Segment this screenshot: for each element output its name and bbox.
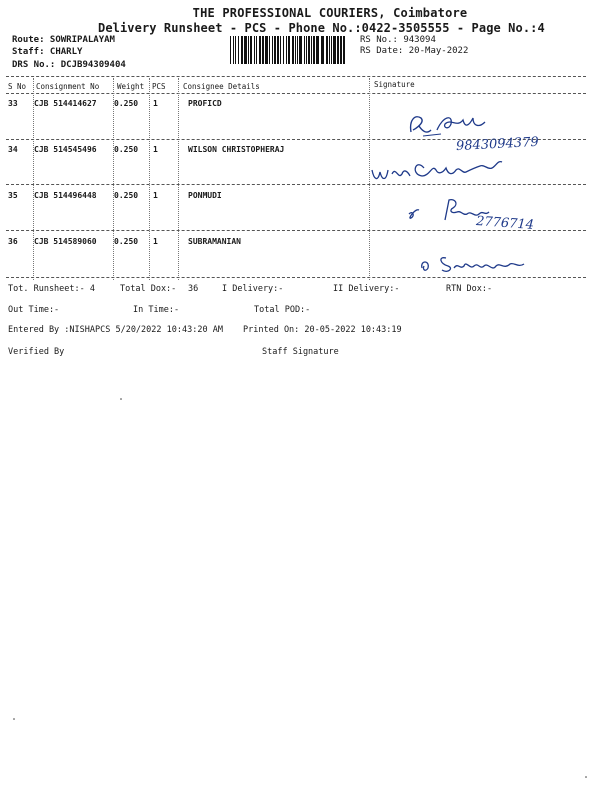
row-consignment: CJB 514496448 [34,191,97,200]
row-consignee: WILSON CHRISTOPHERAJ [188,145,285,154]
barcode-bar [308,36,310,64]
barcode-bar [331,36,332,64]
row-weight: 0.250 [114,237,139,246]
barcode-bar [269,36,270,64]
scan-speck [585,776,587,778]
barcode [228,36,346,64]
ii-delivery: II Delivery:- [333,284,400,294]
row-weight: 0.250 [114,145,139,154]
row-consignee: PONMUDI [188,191,222,200]
barcode-bar [306,36,307,64]
tot-runsheet: Tot. Runsheet:- 4 [8,284,95,294]
staff-label: Staff: CHARLY [12,47,83,57]
row-sno: 33 [8,99,18,108]
col-pcs: PCS [152,82,166,91]
barcode-bar [313,36,315,64]
col-sno: S No [8,82,27,91]
barcode-bar [233,36,234,64]
barcode-bar [256,36,257,64]
rs-date: RS Date: 20-May-2022 [360,46,469,56]
row-weight: 0.250 [114,99,139,108]
entered-by: Entered By :NISHAPCS 5/20/2022 10:43:20 AM [8,325,223,335]
signature-row-36 [418,250,538,282]
row-consignee: SUBRAMANIAN [188,237,241,246]
barcode-bar [329,36,330,64]
row-weight: 0.250 [114,191,139,200]
row-consignment: CJB 514545496 [34,145,97,154]
out-time: Out Time:- [8,305,60,315]
barcode-bar [259,36,261,64]
barcode-bar [340,36,342,64]
row-sno: 36 [8,237,18,246]
barcode-bar [286,36,287,64]
col-sep [149,78,150,280]
barcode-bar [262,36,264,64]
total-dox-label: Total Dox:- [120,284,177,294]
staff-signature: Staff Signature [262,347,339,357]
col-sep [113,78,114,280]
barcode-bar [343,36,345,64]
total-dox-value: 36 [188,284,199,294]
barcode-bar [272,36,273,64]
barcode-bar [297,36,298,64]
rtn-dox: RTN Dox:- [446,284,493,294]
row-pcs: 1 [153,145,158,154]
i-delivery: I Delivery:- [222,284,284,294]
barcode-bar [288,36,290,64]
barcode-bar [299,36,302,64]
barcode-bar [333,36,336,64]
row-consignee: PROFICD [188,99,222,108]
barcode-bar [265,36,268,64]
verified-by: Verified By [8,347,65,357]
runsheet-title: Delivery Runsheet - PCS - Phone No.:0422-3505555 - Page No.:4 [98,21,545,35]
barcode-bar [283,36,284,64]
barcode-bar [292,36,294,64]
barcode-bar [280,36,281,64]
header-top-rule [6,76,586,77]
company-name: THE PROFESSIONAL COURIERS, Coimbatore [192,6,468,20]
barcode-bar [321,36,324,64]
row-sno: 35 [8,191,18,200]
rs-number: RS No.: 943094 [360,35,436,45]
barcode-bar [238,36,239,64]
col-signature: Signature [374,80,415,89]
barcode-bar [277,36,279,64]
barcode-bar [304,36,305,64]
row-pcs: 1 [153,237,158,246]
printed-on: Printed On: 20-05-2022 10:43:19 [243,325,402,335]
handwritten-phone: 2776714 [475,213,535,234]
barcode-bar [235,36,236,64]
barcode-bar [274,36,276,64]
header-bottom-rule [6,93,586,94]
col-sep [33,78,34,280]
scan-speck [120,398,122,400]
handwritten-phone: 9843094379 [455,134,540,155]
total-pod: Total POD:- [254,305,311,315]
barcode-bar [337,36,339,64]
barcode-bar [241,36,243,64]
barcode-bar [311,36,312,64]
drs-number: DRS No.: DCJB94309404 [12,60,126,70]
row-pcs: 1 [153,99,158,108]
row-consignment: CJB 514414627 [34,99,97,108]
route-label: Route: SOWRIPALAYAM [12,35,115,45]
col-sep [178,78,179,280]
barcode-bar [250,36,252,64]
barcode-bar [326,36,328,64]
col-consignee: Consignee Details [183,82,260,91]
row-pcs: 1 [153,191,158,200]
scan-speck [13,718,15,720]
barcode-bar [230,36,231,64]
col-weight: Weight [117,82,145,91]
barcode-bar [244,36,247,64]
row-consignment: CJB 514589060 [34,237,97,246]
barcode-bar [248,36,249,64]
barcode-bar [254,36,255,64]
row-sno: 34 [8,145,18,154]
in-time: In Time:- [133,305,180,315]
signature-row-34 [370,150,510,194]
barcode-bar [316,36,319,64]
col-consignment: Consignment No [36,82,100,91]
barcode-bar [295,36,296,64]
